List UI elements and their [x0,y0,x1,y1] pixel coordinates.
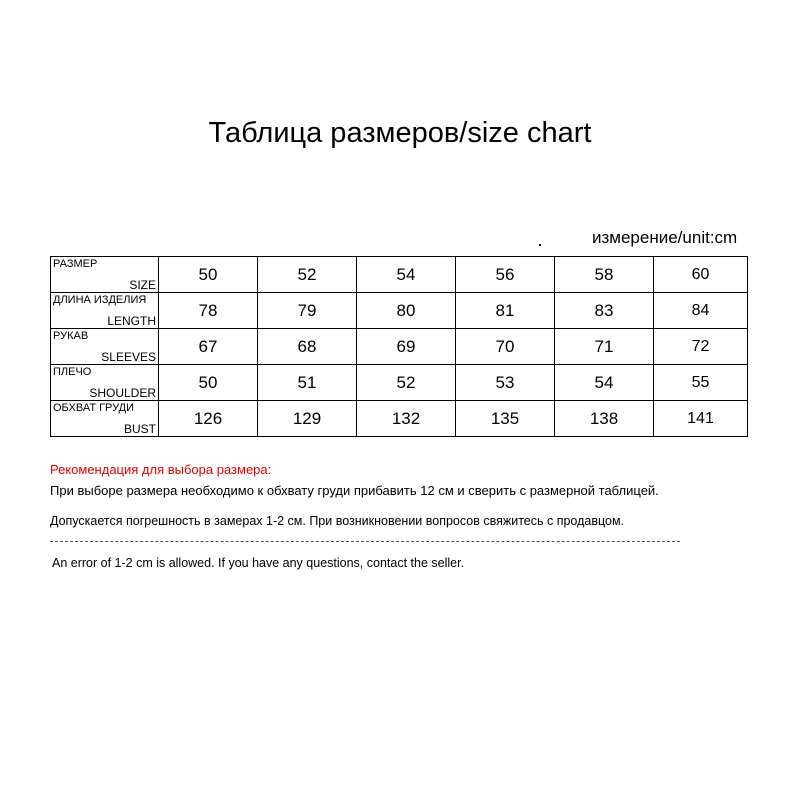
row-label-en: LENGTH [107,314,156,328]
table-cell: 56 [456,257,555,293]
table-cell: 58 [555,257,654,293]
row-label-ru: ДЛИНА ИЗДЕЛИЯ [53,294,147,306]
table-row [51,329,748,365]
table-cell: 71 [555,329,654,365]
table-cell: 126 [159,401,258,437]
table-row [51,293,748,329]
table-cell: 81 [456,293,555,329]
table-cell: 50 [159,365,258,401]
table-cell: 69 [357,329,456,365]
table-row [51,401,748,437]
table-cell: 51 [258,365,357,401]
row-label-en: SHOULDER [89,386,156,400]
size-table [50,256,748,437]
table-cell: 52 [258,257,357,293]
table-cell: 129 [258,401,357,437]
unit-note: измерение/unit:cm [592,228,738,247]
row-label-ru: ОБХВАТ ГРУДИ [53,402,134,414]
row-label-ru: РУКАВ [53,330,89,342]
table-cell: 83 [555,293,654,329]
page-title: Таблица размеров/size chart [208,117,592,149]
table-cell: 132 [357,401,456,437]
table-cell: 141 [654,401,748,437]
table-cell: 60 [654,257,748,293]
row-label-cell [51,401,159,437]
table-cell: 70 [456,329,555,365]
recommendation-heading: Рекомендация для выбора размера: [50,462,272,477]
table-row [51,365,748,401]
table-cell: 72 [654,329,748,365]
row-label-cell [51,329,159,365]
row-label-ru: РАЗМЕР [53,258,98,270]
row-label-ru: ПЛЕЧО [53,366,92,378]
table-cell: 78 [159,293,258,329]
dashed-divider [50,541,680,542]
table-cell: 84 [654,293,748,329]
row-label-en: SLEEVES [101,350,156,364]
row-label-en: BUST [123,422,156,436]
table-cell: 135 [456,401,555,437]
table-cell: 55 [654,365,748,401]
table-row [51,257,748,293]
recommendation-text: При выборе размера необходимо к обхвату груди прибавить 12 см и сверить с размерной таблицей. [50,483,659,498]
row-label-cell [51,365,159,401]
table-cell: 67 [159,329,258,365]
table-cell: 54 [357,257,456,293]
stray-dot [539,244,541,246]
table-cell: 54 [555,365,654,401]
table-cell: 68 [258,329,357,365]
table-cell: 79 [258,293,357,329]
row-label-cell [51,293,159,329]
table-cell: 52 [357,365,456,401]
table-cell: 50 [159,257,258,293]
row-label-en: SIZE [129,278,156,292]
table-cell: 138 [555,401,654,437]
row-label-cell [51,257,159,293]
table-cell: 53 [456,365,555,401]
table-cell: 80 [357,293,456,329]
tolerance-note-ru: Допускается погрешность в замерах 1-2 см. При возникновении вопросов свяжитесь с продавцом. [50,514,625,528]
tolerance-note-en: An error of 1-2 cm is allowed. If you have any questions, contact the seller. [52,556,465,570]
